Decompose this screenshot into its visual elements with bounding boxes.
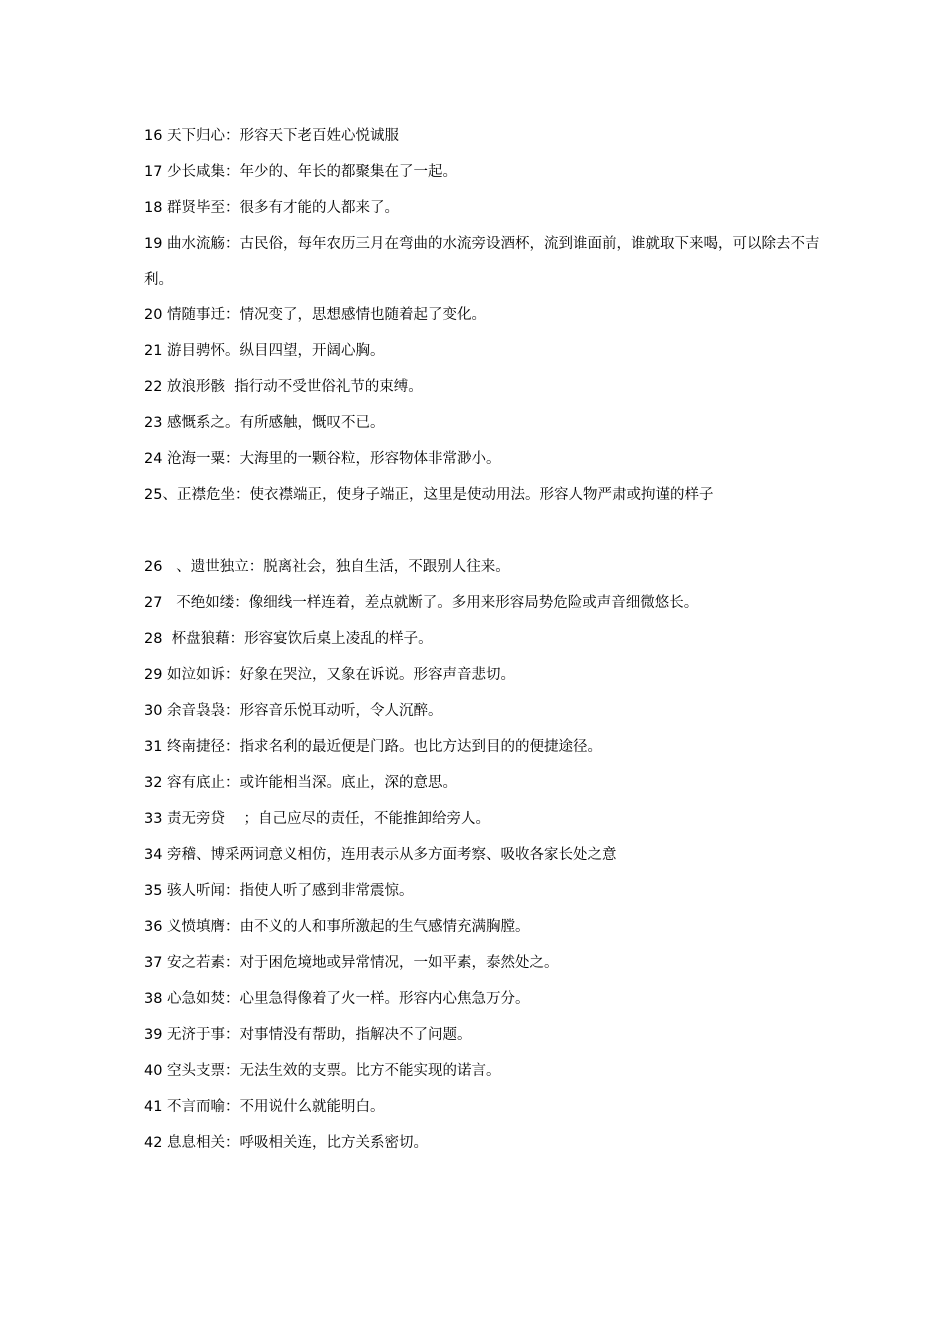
list-item: 25、正襟危坐：使衣襟端正，使身子端正，这里是使动用法。形容人物严肃或拘谨的样子 [144, 487, 714, 503]
list-item: 41 不言而喻：不用说什么就能明白。 [144, 1099, 385, 1115]
list-item: 22 放浪形骸 指行动不受世俗礼节的束缚。 [144, 379, 423, 395]
list-item: 28 杯盘狼藉：形容宴饮后桌上凌乱的样子。 [144, 631, 433, 647]
list-item: 42 息息相关：呼吸相关连，比方关系密切。 [144, 1135, 429, 1151]
list-item: 26 、遗世独立：脱离社会，独自生活，不跟别人往来。 [144, 559, 510, 575]
list-item: 18 群贤毕至：很多有才能的人都来了。 [144, 200, 400, 216]
list-item: 16 天下归心：形容天下老百姓心悦诚服 [144, 128, 400, 144]
list-item: 30 余音袅袅：形容音乐悦耳动听，令人沉醉。 [144, 703, 443, 719]
list-item: 23 感慨系之。有所感触，慨叹不已。 [144, 415, 385, 431]
list-item: 21 游目骋怀。纵目四望，开阔心胸。 [144, 343, 385, 359]
list-item: 17 少长咸集：年少的、年长的都聚集在了一起。 [144, 164, 458, 180]
list-item: 19 曲水流觞：古民俗，每年农历三月在弯曲的水流旁设酒杯，流到谁面前，谁就取下来喝，可以除去不吉利。 [144, 236, 820, 288]
idiom-list [144, 124, 834, 1167]
list-item: 24 沧海一粟：大海里的一颗谷粒，形容物体非常渺小。 [144, 451, 501, 467]
list-item: 20 情随事迁：情况变了，思想感情也随着起了变化。 [144, 307, 487, 323]
list-item: 32 容有底止：或许能相当深。底止，深的意思。 [144, 775, 458, 791]
list-item: 39 无济于事：对事情没有帮助，指解决不了问题。 [144, 1027, 472, 1043]
list-item: 38 心急如焚：心里急得像着了火一样。形容内心焦急万分。 [144, 991, 530, 1007]
list-item: 40 空头支票：无法生效的支票。比方不能实现的诺言。 [144, 1063, 501, 1079]
list-item: 31 终南捷径：指求名利的最近便是门路。也比方达到目的的便捷途径。 [144, 739, 603, 755]
list-item: 33 责无旁贷 ；自己应尽的责任，不能推卸给旁人。 [144, 811, 490, 827]
list-item: 35 骇人听闻：指使人听了感到非常震惊。 [144, 883, 414, 899]
list-item: 36 义愤填膺：由不义的人和事所激起的生气感情充满胸膛。 [144, 919, 530, 935]
list-item: 29 如泣如诉：好象在哭泣，又象在诉说。形容声音悲切。 [144, 667, 516, 683]
list-item: 34 旁稽、博采两词意义相仿，连用表示从多方面考察、吸收各家长处之意 [144, 847, 617, 863]
list-item: 27 不绝如缕：像细线一样连着，差点就断了。多用来形容局势危险或声音细微悠长。 [144, 595, 699, 611]
list-item: 37 安之若素：对于困危境地或异常情况，一如平素，泰然处之。 [144, 955, 559, 971]
